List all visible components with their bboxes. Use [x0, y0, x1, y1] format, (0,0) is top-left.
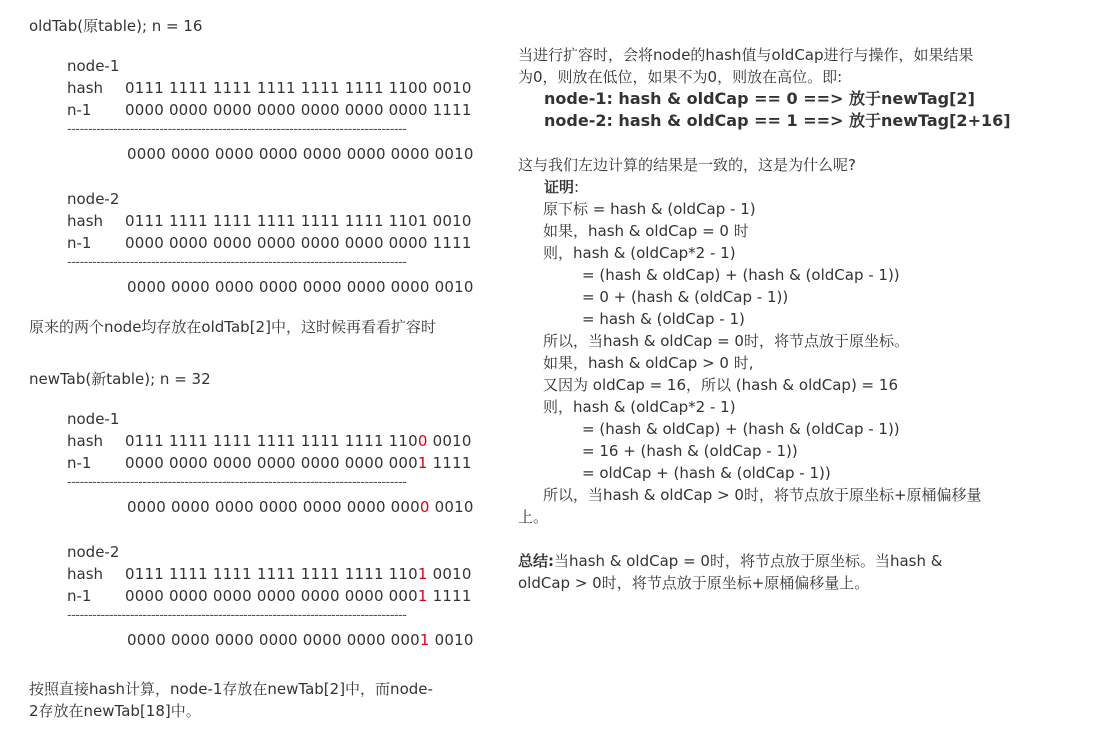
proof-line: 所以，当hash & oldCap > 0时，将节点放于原坐标+原桶偏移量	[543, 486, 982, 504]
intro-line-1: 当进行扩容时，会将node的hash值与oldCap进行与操作，如果结果	[518, 46, 974, 64]
old-node1-n1-value: 0000 0000 0000 0000 0000 0000 0000 1111	[125, 101, 472, 119]
proof-line: 如果，hash & oldCap > 0 时,	[543, 354, 754, 372]
divider: ---------------------------------------------------------------------------------	[67, 609, 407, 623]
highlight-bit: 0	[417, 432, 428, 450]
old-node2-result: 0000 0000 0000 0000 0000 0000 0000 0010	[127, 278, 474, 296]
highlight-bit: 1	[417, 565, 428, 583]
intro-line-2: 为0，则放在低位，如果不为0，则放在高位。即:	[518, 68, 843, 86]
new-table-header: newTab(新table); n = 32	[29, 370, 211, 388]
new-node2-hash-value: 0111 1111 1111 1111 1111 1111 1101 0010	[125, 565, 472, 583]
highlight-bit: 1	[419, 631, 430, 649]
rule-node1: node-1: hash & oldCap == 0 ==> 放于newTag[2]	[544, 89, 975, 108]
divider: ---------------------------------------------------------------------------------	[67, 476, 407, 490]
new-node2-hash-label: hash	[67, 565, 104, 583]
proof-line: 又因为 oldCap = 16，所以 (hash & oldCap) = 16	[543, 376, 898, 394]
proof-tail: 上。	[518, 508, 549, 526]
highlight-bit: 0	[419, 498, 430, 516]
highlight-bit: 1	[417, 454, 428, 472]
new-node2-n1-value: 0000 0000 0000 0000 0000 0000 0001 1111	[125, 587, 472, 605]
proof-line: 所以，当hash & oldCap = 0时，将节点放于原坐标。	[543, 332, 909, 350]
old-node2-hash-label: hash	[67, 212, 104, 230]
new-node1-n1-label: n-1	[67, 454, 92, 472]
proof-line: = oldCap + (hash & (oldCap - 1))	[582, 464, 831, 482]
new-node2-title: node-2	[67, 543, 120, 561]
new-node1-title: node-1	[67, 410, 120, 428]
old-node1-hash-value: 0111 1111 1111 1111 1111 1111 1100 0010	[125, 79, 472, 97]
new-node2-result: 0000 0000 0000 0000 0000 0000 0001 0010	[127, 631, 474, 649]
old-node1-n1-label: n-1	[67, 101, 92, 119]
old-node2-title: node-2	[67, 190, 120, 208]
old-table-note: 原来的两个node均存放在oldTab[2]中，这时候再看看扩容时	[29, 318, 436, 336]
new-node1-hash-label: hash	[67, 432, 104, 450]
proof-line: = (hash & oldCap) + (hash & (oldCap - 1))	[582, 266, 900, 284]
new-node1-n1-value: 0000 0000 0000 0000 0000 0000 0001 1111	[125, 454, 472, 472]
proof-line: 则，hash & (oldCap*2 - 1)	[543, 244, 736, 262]
proof-line: 如果，hash & oldCap = 0 时	[543, 222, 749, 240]
old-node1-title: node-1	[67, 57, 120, 75]
divider: ---------------------------------------------------------------------------------	[67, 123, 407, 137]
divider: ---------------------------------------------------------------------------------	[67, 256, 407, 270]
highlight-bit: 1	[417, 587, 428, 605]
old-node2-n1-value: 0000 0000 0000 0000 0000 0000 0000 1111	[125, 234, 472, 252]
new-node1-result: 0000 0000 0000 0000 0000 0000 0000 0010	[127, 498, 474, 516]
proof-line: = hash & (oldCap - 1)	[582, 310, 745, 328]
old-table-header: oldTab(原table); n = 16	[29, 17, 203, 35]
proof-line: 则，hash & (oldCap*2 - 1)	[543, 398, 736, 416]
rule-node2: node-2: hash & oldCap == 1 ==> 放于newTag[2+16]	[544, 111, 1011, 130]
new-node2-n1-label: n-1	[67, 587, 92, 605]
summary-line-2: oldCap > 0时，将节点放于原坐标+原桶偏移量上。	[518, 574, 870, 592]
old-node2-hash-value: 0111 1111 1111 1111 1111 1111 1101 0010	[125, 212, 472, 230]
new-node1-hash-value: 0111 1111 1111 1111 1111 1111 1100 0010	[125, 432, 472, 450]
conclusion-line-1: 按照直接hash计算，node-1存放在newTab[2]中，而node-	[29, 680, 433, 698]
proof-line: 原下标 = hash & (oldCap - 1)	[543, 200, 756, 218]
proof-heading: 证明:	[544, 178, 580, 196]
proof-line: = 0 + (hash & (oldCap - 1))	[582, 288, 789, 306]
proof-line: = 16 + (hash & (oldCap - 1))	[582, 442, 798, 460]
conclusion-line-2: 2存放在newTab[18]中。	[29, 702, 201, 720]
old-node1-hash-label: hash	[67, 79, 104, 97]
summary-line-1: 总结:当hash & oldCap = 0时，将节点放于原坐标。当hash &	[518, 552, 943, 570]
proof-line: = (hash & oldCap) + (hash & (oldCap - 1))	[582, 420, 900, 438]
old-node2-n1-label: n-1	[67, 234, 92, 252]
old-node1-result: 0000 0000 0000 0000 0000 0000 0000 0010	[127, 145, 474, 163]
question-text: 这与我们左边计算的结果是一致的，这是为什么呢?	[518, 156, 856, 174]
